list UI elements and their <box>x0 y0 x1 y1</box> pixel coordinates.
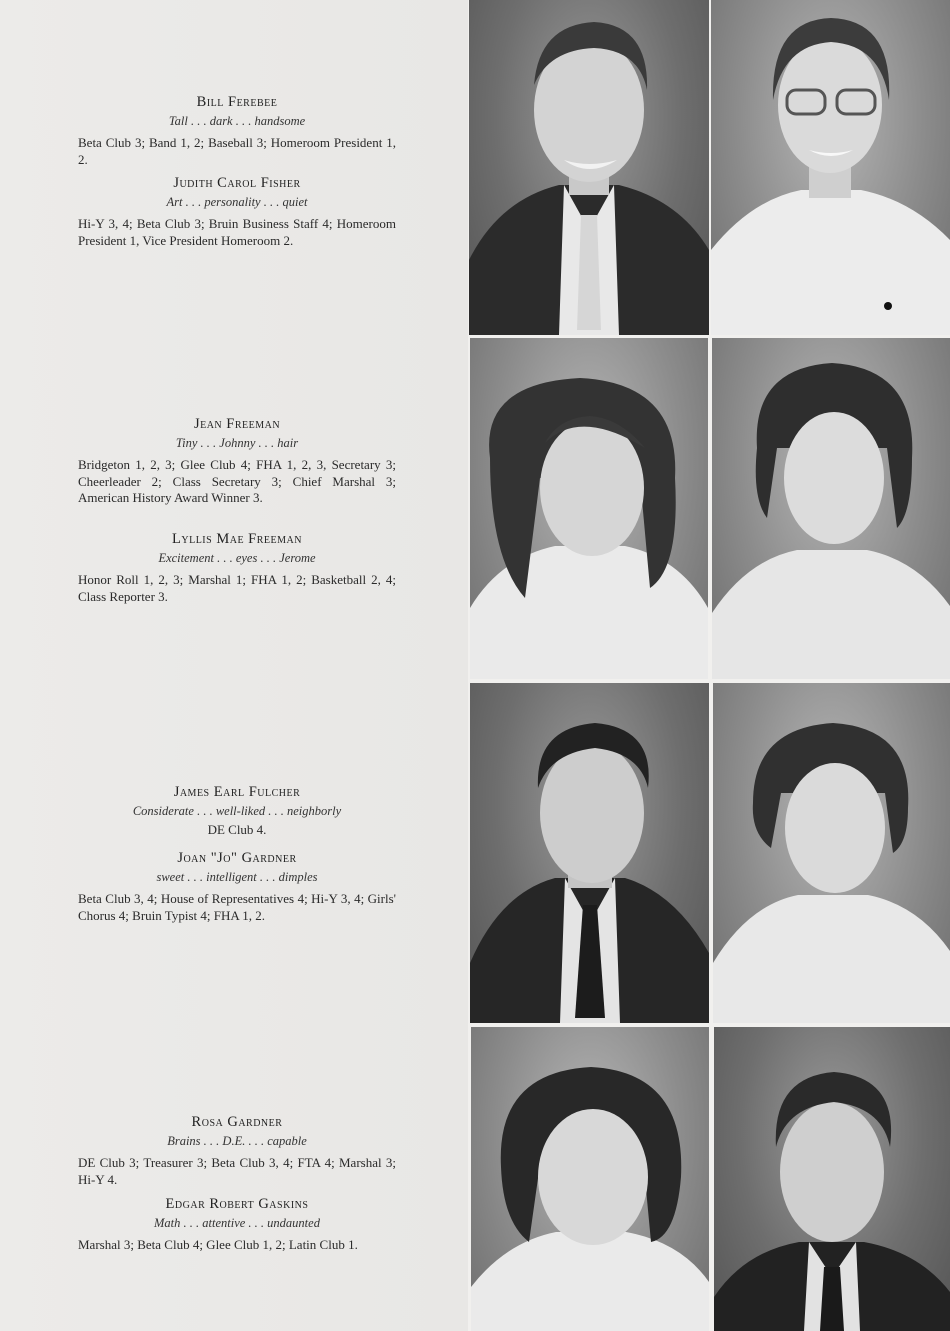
student-activities: DE Club 3; Treasurer 3; Beta Club 3, 4; FTA 4; Marshal 3; Hi-Y 4. <box>78 1155 396 1187</box>
student-entry <box>78 850 396 924</box>
student-motto: Tall . . . dark . . . handsome <box>168 114 306 128</box>
student-motto: Excitement . . . eyes . . . Jerome <box>158 551 316 565</box>
portrait-photo <box>712 338 950 679</box>
student-entry <box>78 531 396 605</box>
student-motto: Brains . . . D.E. . . . capable <box>167 1134 307 1148</box>
student-activities: Bridgeton 1, 2, 3; Glee Club 4; FHA 1, 2, 3, Secretary 3; Cheerleader 2; Class Secretary 3; Chief Marshal 3; American History Award Winner 3. <box>78 457 396 505</box>
portrait-photo <box>714 1027 950 1331</box>
portrait-photo <box>470 683 709 1023</box>
student-activities: Beta Club 3, 4; House of Representatives 4; Hi-Y 3, 4; Girls' Chorus 4; Bruin Typist 4; FHA 1, 2. <box>78 891 396 923</box>
portrait-photo <box>711 0 950 335</box>
student-motto: Tiny . . . Johnny . . . hair <box>175 436 299 450</box>
student-motto: Considerate . . . well-liked . . . neighborly <box>132 804 342 818</box>
student-name: Jean Freeman <box>193 416 281 432</box>
portrait-grid <box>468 0 950 1331</box>
student-name: Edgar Robert Gaskins <box>165 1196 309 1212</box>
student-name: James Earl Fulcher <box>173 784 301 800</box>
student-motto: sweet . . . intelligent . . . dimples <box>156 870 318 884</box>
student-name: Bill Ferebee <box>196 94 278 110</box>
student-entry <box>78 1114 396 1188</box>
student-activities: Beta Club 3; Band 1, 2; Baseball 3; Homeroom President 1, 2. <box>78 135 396 167</box>
student-entry <box>78 784 396 839</box>
portrait-photo <box>713 683 950 1023</box>
student-entry <box>78 416 396 507</box>
student-name: Judith Carol Fisher <box>173 175 301 191</box>
student-name: Rosa Gardner <box>191 1114 283 1130</box>
student-name: Joan "Jo" Gardner <box>177 850 297 866</box>
student-activities: Honor Roll 1, 2, 3; Marshal 1; FHA 1, 2; Basketball 2, 4; Class Reporter 3. <box>78 572 396 604</box>
student-motto: Art . . . personality . . . quiet <box>166 195 308 209</box>
student-entry <box>78 175 396 249</box>
student-name: Lyllis Mae Freeman <box>172 531 302 547</box>
student-activities: DE Club 4. <box>207 822 267 837</box>
student-activities: Hi-Y 3, 4; Beta Club 3; Bruin Business Staff 4; Homeroom President 1, Vice President Homeroom 2. <box>78 216 396 248</box>
portrait-photo <box>471 1027 709 1331</box>
student-entry <box>78 94 396 168</box>
student-entry <box>78 1196 396 1254</box>
portrait-photo <box>469 0 709 335</box>
student-motto: Math . . . attentive . . . undaunted <box>154 1216 320 1230</box>
student-activities: Marshal 3; Beta Club 4; Glee Club 1, 2; Latin Club 1. <box>78 1237 358 1252</box>
portrait-photo <box>470 338 708 679</box>
